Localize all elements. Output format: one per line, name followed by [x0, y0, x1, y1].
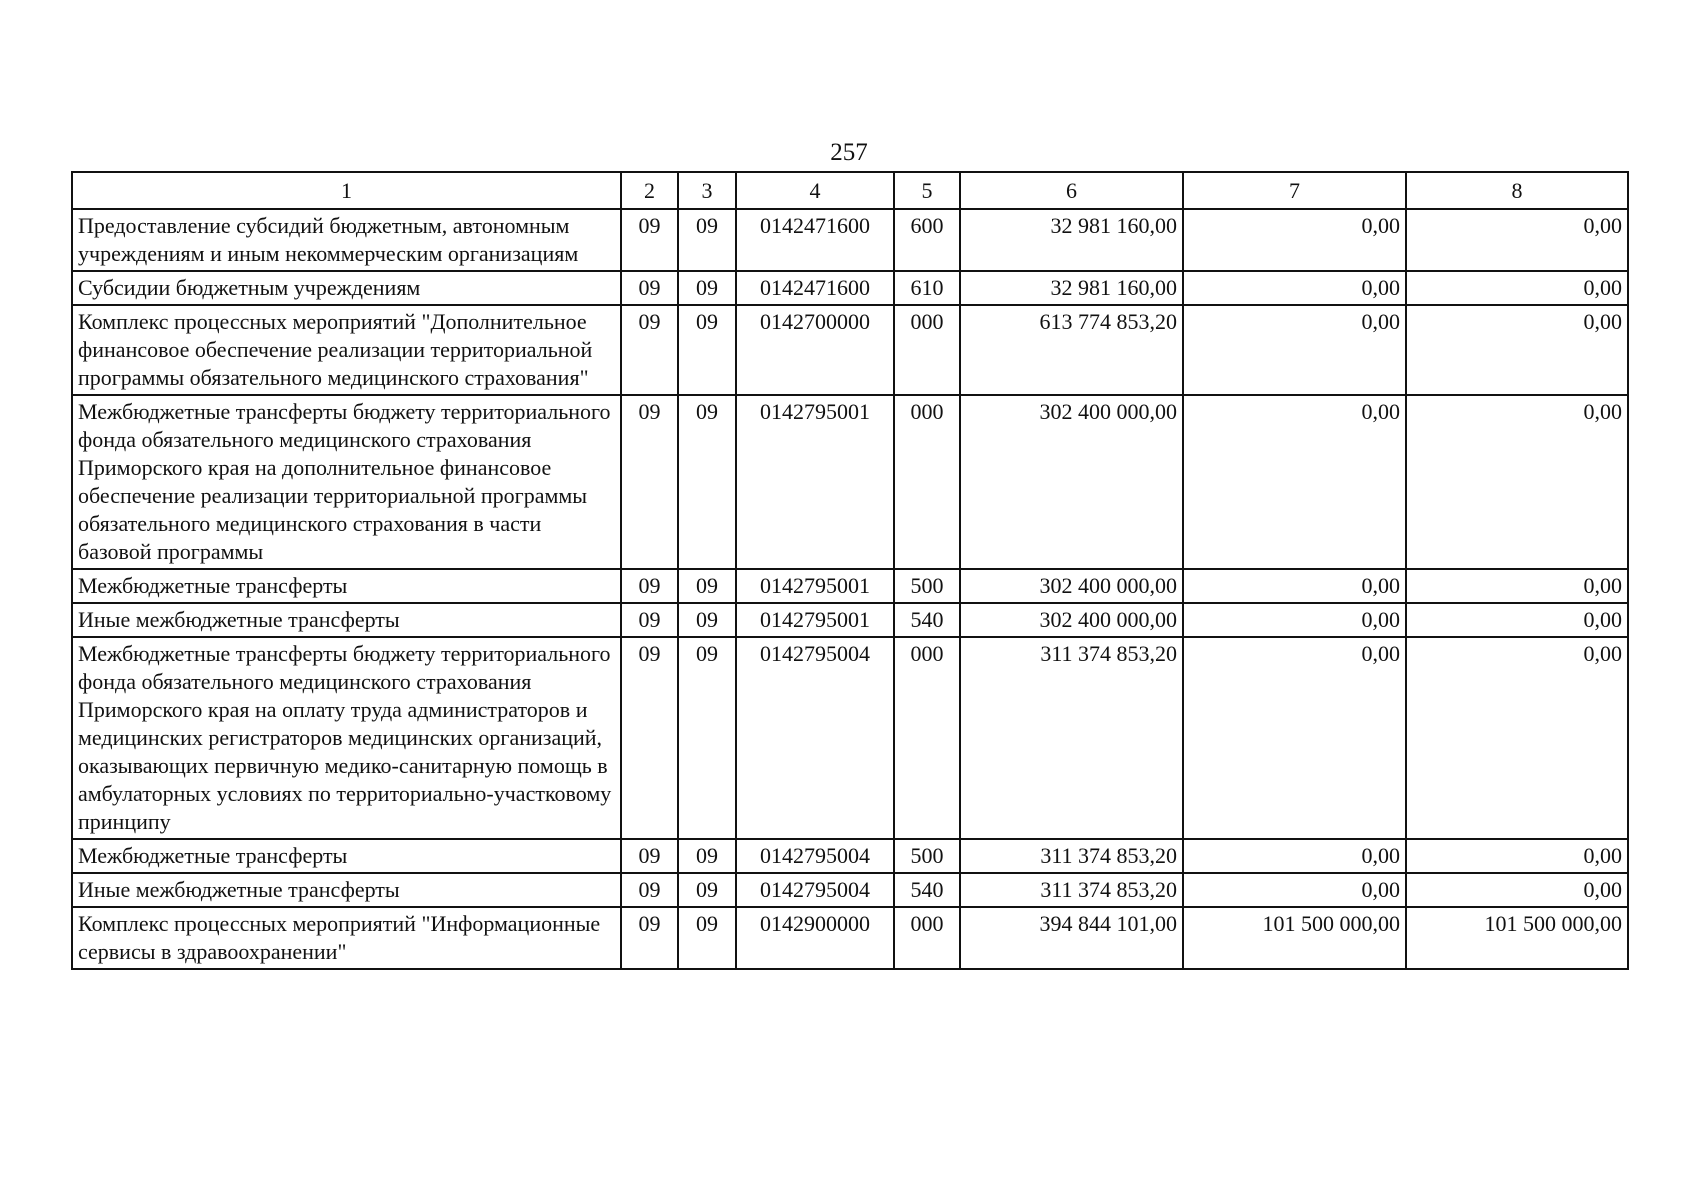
column-header: 5 [894, 172, 960, 209]
row-subsection: 09 [678, 839, 736, 873]
table-row [72, 209, 1628, 271]
row-target-code: 0142795004 [736, 839, 894, 873]
row-amount-6: 302 400 000,00 [960, 395, 1183, 569]
row-amount-7: 0,00 [1183, 395, 1406, 569]
row-name: Межбюджетные трансферты [72, 839, 621, 873]
column-header: 1 [72, 172, 621, 209]
row-amount-7: 0,00 [1183, 569, 1406, 603]
row-name: Субсидии бюджетным учреждениям [72, 271, 621, 305]
row-expense-type: 000 [894, 637, 960, 839]
row-section: 09 [621, 907, 678, 969]
row-expense-type: 500 [894, 569, 960, 603]
row-section: 09 [621, 305, 678, 395]
row-subsection: 09 [678, 271, 736, 305]
budget-table [71, 171, 1629, 970]
row-amount-7: 0,00 [1183, 839, 1406, 873]
row-amount-7: 0,00 [1183, 209, 1406, 271]
table-row [72, 637, 1628, 839]
column-header: 2 [621, 172, 678, 209]
table-row [72, 395, 1628, 569]
table-row [72, 603, 1628, 637]
column-header: 6 [960, 172, 1183, 209]
row-section: 09 [621, 839, 678, 873]
row-amount-6: 32 981 160,00 [960, 271, 1183, 305]
row-amount-8: 0,00 [1406, 873, 1628, 907]
row-amount-8: 0,00 [1406, 839, 1628, 873]
row-amount-6: 613 774 853,20 [960, 305, 1183, 395]
row-name: Иные межбюджетные трансферты [72, 603, 621, 637]
row-amount-8: 0,00 [1406, 271, 1628, 305]
table-row [72, 271, 1628, 305]
row-name: Иные межбюджетные трансферты [72, 873, 621, 907]
row-target-code: 0142471600 [736, 209, 894, 271]
row-name: Межбюджетные трансферты [72, 569, 621, 603]
row-section: 09 [621, 271, 678, 305]
row-subsection: 09 [678, 209, 736, 271]
row-amount-6: 311 374 853,20 [960, 873, 1183, 907]
row-target-code: 0142700000 [736, 305, 894, 395]
row-expense-type: 000 [894, 305, 960, 395]
row-amount-6: 311 374 853,20 [960, 839, 1183, 873]
row-section: 09 [621, 603, 678, 637]
row-target-code: 0142795004 [736, 637, 894, 839]
row-amount-7: 0,00 [1183, 305, 1406, 395]
row-amount-8: 0,00 [1406, 603, 1628, 637]
page-number: 257 [830, 139, 868, 166]
row-section: 09 [621, 637, 678, 839]
row-target-code: 0142900000 [736, 907, 894, 969]
column-header: 7 [1183, 172, 1406, 209]
row-name: Комплекс процессных мероприятий "Информационные сервисы в здравоохранении" [72, 907, 621, 969]
row-subsection: 09 [678, 907, 736, 969]
column-header: 8 [1406, 172, 1628, 209]
row-amount-6: 302 400 000,00 [960, 569, 1183, 603]
row-subsection: 09 [678, 305, 736, 395]
row-amount-8: 101 500 000,00 [1406, 907, 1628, 969]
row-amount-7: 0,00 [1183, 873, 1406, 907]
row-expense-type: 540 [894, 873, 960, 907]
row-target-code: 0142795001 [736, 395, 894, 569]
row-amount-8: 0,00 [1406, 569, 1628, 603]
row-section: 09 [621, 395, 678, 569]
row-subsection: 09 [678, 873, 736, 907]
row-amount-8: 0,00 [1406, 209, 1628, 271]
column-header: 3 [678, 172, 736, 209]
table-row [72, 305, 1628, 395]
table-row [72, 873, 1628, 907]
row-target-code: 0142795001 [736, 569, 894, 603]
row-subsection: 09 [678, 603, 736, 637]
row-amount-8: 0,00 [1406, 395, 1628, 569]
row-amount-7: 101 500 000,00 [1183, 907, 1406, 969]
row-expense-type: 610 [894, 271, 960, 305]
row-subsection: 09 [678, 569, 736, 603]
row-amount-6: 302 400 000,00 [960, 603, 1183, 637]
row-name: Предоставление субсидий бюджетным, автономным учреждениям и иным некоммерческим организациям [72, 209, 621, 271]
row-amount-7: 0,00 [1183, 637, 1406, 839]
row-expense-type: 500 [894, 839, 960, 873]
row-amount-7: 0,00 [1183, 603, 1406, 637]
row-section: 09 [621, 873, 678, 907]
row-expense-type: 000 [894, 907, 960, 969]
row-amount-6: 394 844 101,00 [960, 907, 1183, 969]
row-subsection: 09 [678, 637, 736, 839]
row-expense-type: 600 [894, 209, 960, 271]
row-target-code: 0142795004 [736, 873, 894, 907]
row-expense-type: 000 [894, 395, 960, 569]
table-row [72, 569, 1628, 603]
row-amount-6: 32 981 160,00 [960, 209, 1183, 271]
row-amount-7: 0,00 [1183, 271, 1406, 305]
row-target-code: 0142795001 [736, 603, 894, 637]
table-row [72, 839, 1628, 873]
row-section: 09 [621, 209, 678, 271]
column-header: 4 [736, 172, 894, 209]
table-row [72, 907, 1628, 969]
row-amount-8: 0,00 [1406, 637, 1628, 839]
row-name: Межбюджетные трансферты бюджету территориального фонда обязательного медицинского страхования Приморского края на оплату труда администраторов и медицинских регистраторов медицинских организаций, оказывающих первичную медико-санитарную помощь в амбулаторных условиях по территориально-участковому принципу [72, 637, 621, 839]
row-section: 09 [621, 569, 678, 603]
row-subsection: 09 [678, 395, 736, 569]
row-name: Межбюджетные трансферты бюджету территориального фонда обязательного медицинского страхования Приморского края на дополнительное финансовое обеспечение реализации территориальной программы обязательного медицинского страхования в части базовой программы [72, 395, 621, 569]
row-expense-type: 540 [894, 603, 960, 637]
row-amount-8: 0,00 [1406, 305, 1628, 395]
row-amount-6: 311 374 853,20 [960, 637, 1183, 839]
row-target-code: 0142471600 [736, 271, 894, 305]
header-row [72, 172, 1628, 209]
row-name: Комплекс процессных мероприятий "Дополнительное финансовое обеспечение реализации территориальной программы обязательного медицинского страхования" [72, 305, 621, 395]
